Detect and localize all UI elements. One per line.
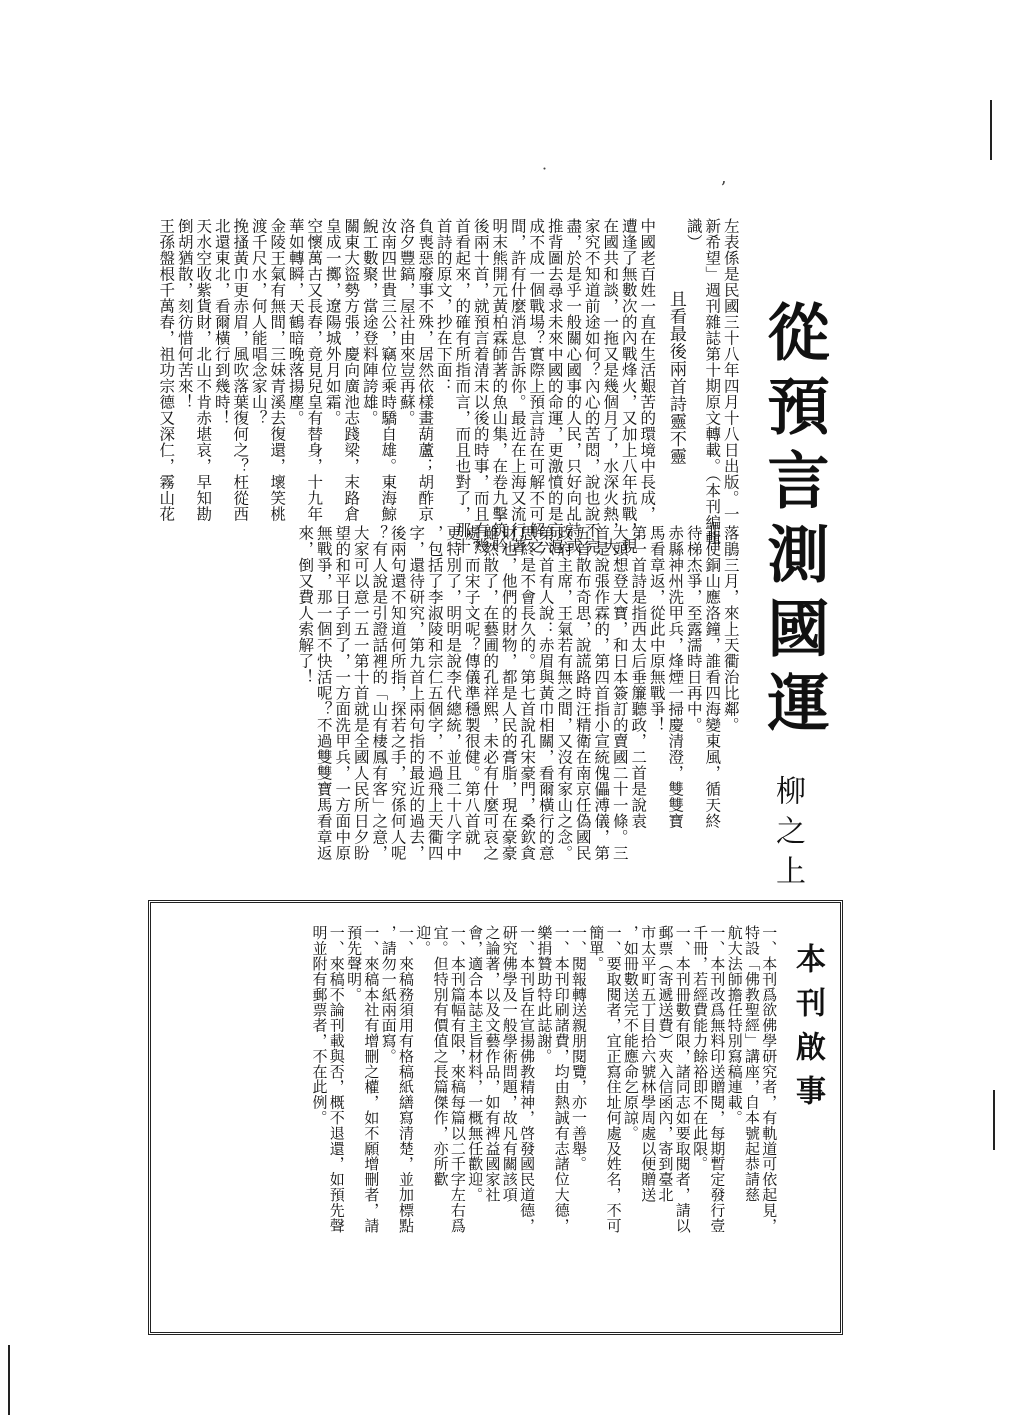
article-text-column: 第六首有人說：赤眉與黃巾相關，看爾橫行的意 [536, 525, 555, 861]
article-text-column: 間，許有什麼消息告訴你。最近在上海又流行著 [508, 218, 527, 554]
article-text-column: 洛夕豐鎬，屋社由來豈再蘇。 [397, 218, 416, 426]
article-author: 柳之上 [770, 775, 805, 895]
notice-item-column: 特設「佛教聖經」講座，自本號起恭請慈 [742, 925, 761, 1203]
article-subheading: 且看最後兩首詩靈不靈 [665, 290, 686, 465]
article-text-column: ，包括了李淑陵和宗仁五個字，不過飛上天衢四 [425, 525, 444, 861]
article-text-column: 字，還待研究，第九首上兩句指的最近的過去， [407, 525, 426, 861]
article-text-column: 左表係是民國三十八年四月十八日出版。一 [721, 218, 740, 522]
article-text-column: 北還東北，看爾橫行到幾時！ [212, 218, 231, 426]
article-text-column: 大頭想登大寶，和日本簽訂的賣國二十一條。三 [610, 525, 629, 861]
article-text-column: 華如轉瞬，天鶴暗晚落揚塵。 [286, 218, 305, 426]
notice-item-column: 一、來稿不論刊載與否，概不退還，如預先聲 [327, 925, 346, 1233]
notice-item-column: 一、本刊爲欲佛學研究者，有軌道可依起見， [760, 925, 779, 1233]
article-text-column: 空懷萬古又長春，竟見兒皇有替身，十九年 [305, 218, 324, 522]
scan-speck: ʼ [720, 178, 726, 199]
notice-item-column: 宜。但特別有價值之長篇傑作，亦所歡 [431, 925, 450, 1187]
article-text-column: 大家可以意一五一第十首就是全國人民所日夕盼 [351, 525, 370, 861]
article-text-column: 財也，他們的財物，都是人民的膏脂，現在豪豪 [499, 525, 518, 861]
article-text-column: 赤縣神州洗甲兵，烽煙一掃慶清澄，雙雙寶 [666, 525, 685, 829]
article-text-column: 汝南四世貴三公，竊位乘時驕自雄。東海鯨 [379, 218, 398, 522]
article-text-column: 盡，於是乎一般關心國事的人民，只好向乩詩或 [564, 218, 583, 554]
notice-item-column: 一、本刊旨在宣揚佛教精神，啓發國民道德， [518, 925, 537, 1233]
notice-item-column: 預先聲明。 [345, 925, 364, 1002]
article-text-column: 首看起來，的確有所指而言，而且也對了，那十 [453, 218, 472, 554]
article-title: 從預言測國運 [757, 300, 830, 744]
notice-item-column: 郵票（寄遞送費）夾入信函內，寄到臺北 [656, 925, 675, 1203]
article-text-column: 後兩句還不知道何所指，探若之手，究係何人呢 [388, 525, 407, 861]
notice-item-column: 千冊，若經費能力餘裕即不在此限。 [691, 925, 710, 1172]
notice-item-column: 一、本刊印刷諸費，均由熱誠有志諸位大德， [552, 925, 571, 1233]
article-text-column: 關東大盜勢方張，慶向廣池志踐梁，末路倉 [342, 218, 361, 522]
article-text-column: 識） [684, 218, 703, 250]
notice-item-column: 一、要取閱者，宜正寫住址何處及姓名，不可 [604, 925, 623, 1233]
notice-item-column: 市太平町五丁目拾六號林學周處以便贈送 [639, 925, 658, 1203]
notice-item-column: 之論著，以及文藝作品，如有裨益國家社 [483, 925, 502, 1203]
notice-item-column: 研究佛學及一般學術問題，故凡有關該項 [500, 925, 519, 1203]
scan-edge-line [993, 1090, 995, 1150]
article-text-column: 鯢工數聚，當途登料陣誇雄。 [360, 218, 379, 426]
article-text-column: 新希望」週刊雜誌第十期原文轉載。（本刊編輯 [703, 218, 722, 547]
notice-item-column: ，如冊數送完不能應命乞原諒。 [621, 925, 640, 1141]
notice-item-column: 一、本刊冊數有限，諸同志如要取閱者，請以 [673, 925, 692, 1233]
article-text-column: 王孫盤根千萬春，祖功宗德又深仁，霧山花 [157, 218, 176, 522]
article-text-column: 落鵑三月，來上天衢治比鄰。 [721, 525, 740, 733]
article-text-column: ？有人說是引證話裡的「山有棲鳳有客」之意， [370, 525, 389, 861]
article-text-column: 挽搔黃巾更赤眉，風吹落葉復何之？枉從西 [231, 218, 250, 522]
article-text-column: 非使銅山應洛鐘，誰看四海變東風，循天終 [703, 525, 722, 829]
article-text-column: 首是說張作霖的，第四首指小宣統傀儡溥儀，第 [592, 525, 611, 861]
article-text-column: 馬看章返，從此中原無戰爭！ [647, 525, 666, 733]
article-text-column: 政府主席，王氣若有無之間，又沒有家山之念。 [555, 525, 574, 861]
scan-edge-line [990, 100, 992, 160]
scan-edge-line [8, 1345, 10, 1415]
scan-speck: ˙ [540, 165, 549, 186]
notice-item-column: 一、閱報轉送親朋閱覽，亦一善舉。 [569, 925, 588, 1172]
notice-item-column: 簡單。 [587, 925, 606, 972]
notice-item-column: 明並附有郵票者，不在此例。 [310, 925, 329, 1126]
article-text-column: 來，倒又費人索解了！ [296, 525, 315, 685]
article-text-column: 首詩的原文，抄在下面： [434, 218, 453, 394]
notice-item-column: ，請勿一紙兩面寫。 [379, 925, 398, 1064]
article-text-column: 雖然散了，在藝圃的孔祥熙，未必有什麼可哀之 [481, 525, 500, 861]
notice-item-column: 一、來稿本社有增刪之權，如不願增刪者，請 [362, 925, 381, 1233]
article-text-column: 成不成一個戰場？實際上預言詩在可解不可解之 [527, 218, 546, 554]
article-text-column: 家究不知道前途如何？內心的苦悶，說也說不完 [582, 218, 601, 554]
article-text-column: 後兩十首，就預言着清末以後的時事，而且有幾 [471, 218, 490, 554]
article-text-column: 中國老百姓一直在生活艱苦的環境中長成， [638, 218, 657, 522]
notice-item-column: 迎。 [414, 925, 433, 956]
notice-box [148, 900, 843, 1335]
article-text-column: 倒胡猶散，刻彷惜何苦來！ [175, 218, 194, 410]
article-text-column: 金陵王氣有無間，三妹青溪去復還，壞笑桃 [268, 218, 287, 522]
notice-item-column: 航大法師擔任特別寫稿連載。 [725, 925, 744, 1126]
article-text-column: 處？而宋子文呢？傳儀準穩製很健。第八首就 [462, 525, 481, 845]
article-text-column: 五首散布奇思，說謊路時汪精衛在南京任偽國民 [573, 525, 592, 861]
article-text-column: 待梯杰爭，至露濡時日再中。 [684, 525, 703, 733]
article-text-column: 負喪惡廢事不殊，居然依樣畫葫蘆；胡酢京 [416, 218, 435, 522]
article-text-column: 無戰爭，那一個不快活呢？不過雙雙寶馬看章返 [314, 525, 333, 861]
notice-item-column: 會，適合本誌主旨材料，一概無任歡迎。 [466, 925, 485, 1203]
article-text-column: 天水空收紫貨財，北山不肯赤堪哀，早知勘 [194, 218, 213, 522]
article-text-column: 推背圖去尋求未來中國的命運，更激憤的是京滬 [545, 218, 564, 554]
notice-item-column: 一、本刊篇幅有限，來稿每篇以二千字左右爲 [448, 925, 467, 1233]
article-text-column: 遭逢了無數次的內戰烽火，又加上八年抗戰，現 [619, 218, 638, 554]
article-text-column: 明末熊開元黃柏霖師著的魚山集，在卷九擊筑吟 [490, 218, 509, 554]
notice-item-column: 一、本刊改爲無料印送贈閱，每期暫定發行壹 [708, 925, 727, 1233]
notice-item-column: 樂捐贊助特此誌謝。 [535, 925, 554, 1064]
article-text-column: 望的和平日子到了，一方面洗甲兵，一方面中原 [333, 525, 352, 861]
article-text-column: 皇成一擲，遼陽城外月如霜。 [323, 218, 342, 426]
article-text-column: 第一首詩是指西太后垂簾聽政，二首是說袁 [629, 525, 648, 829]
article-text-column: 更特別了，明明是說李代總統，並且二十八字中 [444, 525, 463, 861]
notice-item-column: 一、來稿務須用有格稿紙繕寫清楚，並加標點 [396, 925, 415, 1233]
article-text-column: 在國共和談，一拖又是幾個月了，水深火熱，大 [601, 218, 620, 554]
article-text-column: 思終是不會長久的。第七首說孔宋豪門，桑欽貪 [518, 525, 537, 861]
notice-title: 本刊啟事 [790, 943, 825, 1119]
article-text-column: 渡千尺水，何人能唱念家山？ [249, 218, 268, 426]
